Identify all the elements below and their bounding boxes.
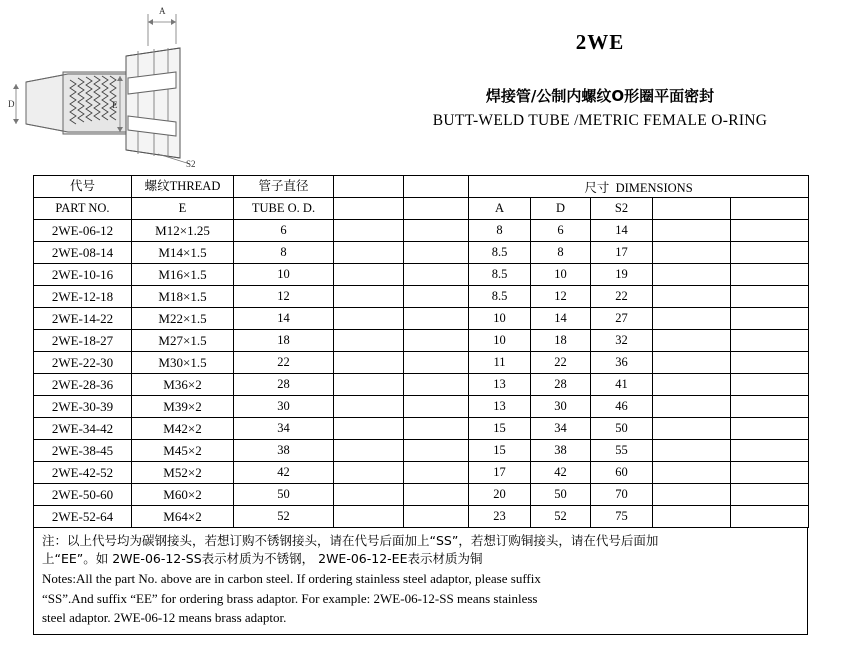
cell-tube-od: 28 (234, 374, 334, 396)
cell-dim-a: 17 (469, 462, 531, 484)
cell-blank (731, 352, 809, 374)
table-row (34, 506, 809, 528)
cell-part-no: 2WE-38-45 (34, 440, 132, 462)
header-part-en: PART NO. (34, 198, 132, 220)
cell-blank (334, 440, 404, 462)
notes-block (33, 528, 808, 635)
cell-blank (334, 352, 404, 374)
header-blank-6 (731, 198, 809, 220)
cell-dim-a: 10 (469, 330, 531, 352)
cell-tube-od: 14 (234, 308, 334, 330)
cell-blank (404, 264, 469, 286)
cell-thread: M42×2 (132, 418, 234, 440)
cell-thread: M60×2 (132, 484, 234, 506)
cell-dim-d: 8 (531, 242, 591, 264)
cell-blank (334, 286, 404, 308)
header-blank-2 (404, 176, 469, 198)
table-header-row-1 (34, 176, 809, 198)
cell-blank (334, 242, 404, 264)
cell-dim-d: 34 (531, 418, 591, 440)
cell-thread: M18×1.5 (132, 286, 234, 308)
cell-blank (653, 220, 731, 242)
cell-blank (404, 440, 469, 462)
header-blank-3 (334, 198, 404, 220)
cell-blank (653, 462, 731, 484)
cell-tube-od: 38 (234, 440, 334, 462)
header-blank-1 (334, 176, 404, 198)
cell-blank (653, 484, 731, 506)
table-row (34, 286, 809, 308)
cell-blank (334, 374, 404, 396)
cell-blank (653, 286, 731, 308)
table-row (34, 374, 809, 396)
cell-blank (731, 220, 809, 242)
cell-part-no: 2WE-52-64 (34, 506, 132, 528)
cell-blank (334, 484, 404, 506)
header-blank-5 (653, 198, 731, 220)
cell-dim-a: 11 (469, 352, 531, 374)
cell-blank (731, 462, 809, 484)
cell-dim-d: 50 (531, 484, 591, 506)
cell-thread: M64×2 (132, 506, 234, 528)
cell-dim-a: 8.5 (469, 242, 531, 264)
cell-part-no: 2WE-06-12 (34, 220, 132, 242)
cell-dim-d: 12 (531, 286, 591, 308)
cell-tube-od: 12 (234, 286, 334, 308)
note-english-line-3: steel adaptor. 2WE-06-12 means brass adaptor. (42, 610, 287, 626)
cell-dim-a: 23 (469, 506, 531, 528)
cell-blank (653, 352, 731, 374)
cell-dim-s2: 36 (591, 352, 653, 374)
cell-thread: M45×2 (132, 440, 234, 462)
cell-blank (731, 330, 809, 352)
cell-blank (334, 308, 404, 330)
cell-thread: M14×1.5 (132, 242, 234, 264)
cell-dim-s2: 19 (591, 264, 653, 286)
drawing-label-s2: S2 (186, 159, 196, 169)
cell-dim-s2: 17 (591, 242, 653, 264)
cell-dim-s2: 14 (591, 220, 653, 242)
table-row (34, 220, 809, 242)
cell-blank (731, 440, 809, 462)
cell-thread: M30×1.5 (132, 352, 234, 374)
cell-tube-od: 8 (234, 242, 334, 264)
note-chinese-line-1: 注：以上代号均为碳钢接头，若想订购不锈钢接头，请在代号后面加上“SS”，若想订购铜接头，请在代号后面加 (42, 533, 659, 548)
title-english: BUTT-WELD TUBE /METRIC FEMALE O-RING (432, 112, 768, 129)
cell-blank (731, 484, 809, 506)
title-block (380, 30, 820, 130)
cell-dim-s2: 70 (591, 484, 653, 506)
cell-dim-d: 14 (531, 308, 591, 330)
table-row (34, 462, 809, 484)
cell-dim-s2: 27 (591, 308, 653, 330)
page-title: 2WE (575, 30, 625, 54)
cell-blank (404, 506, 469, 528)
header-thread-symbol: E (132, 198, 234, 220)
header-dim-d: D (531, 198, 591, 220)
table-row (34, 396, 809, 418)
header-dim-s2: S2 (591, 198, 653, 220)
cell-blank (653, 506, 731, 528)
cell-thread: M36×2 (132, 374, 234, 396)
cell-dim-d: 42 (531, 462, 591, 484)
cell-dim-a: 13 (469, 374, 531, 396)
cell-blank (404, 220, 469, 242)
cell-dim-a: 8.5 (469, 286, 531, 308)
cell-blank (334, 462, 404, 484)
cell-blank (334, 396, 404, 418)
cell-thread: M12×1.25 (132, 220, 234, 242)
cell-blank (404, 330, 469, 352)
cell-blank (731, 396, 809, 418)
specification-table (33, 175, 809, 528)
table-row (34, 418, 809, 440)
header (0, 0, 841, 175)
cell-blank (653, 418, 731, 440)
cell-dim-s2: 32 (591, 330, 653, 352)
table-row (34, 352, 809, 374)
cell-blank (653, 396, 731, 418)
cell-dim-d: 10 (531, 264, 591, 286)
cell-blank (404, 418, 469, 440)
title-chinese: 焊接管/公制内螺纹O形圈平面密封 (485, 87, 715, 105)
cell-dim-s2: 60 (591, 462, 653, 484)
cell-thread: M16×1.5 (132, 264, 234, 286)
cell-dim-a: 20 (469, 484, 531, 506)
cell-blank (404, 286, 469, 308)
table-row (34, 264, 809, 286)
cell-part-no: 2WE-14-22 (34, 308, 132, 330)
cell-dim-s2: 22 (591, 286, 653, 308)
cell-blank (334, 264, 404, 286)
cell-dim-s2: 55 (591, 440, 653, 462)
cell-blank (731, 264, 809, 286)
cell-blank (334, 506, 404, 528)
cell-blank (731, 308, 809, 330)
cell-thread: M52×2 (132, 462, 234, 484)
header-thread: 螺纹THREAD (132, 176, 234, 198)
cell-blank (653, 264, 731, 286)
cell-blank (404, 396, 469, 418)
cell-part-no: 2WE-10-16 (34, 264, 132, 286)
header-tube-cn: 管子直径 (234, 176, 334, 198)
cell-blank (653, 330, 731, 352)
header-dim-a: A (469, 198, 531, 220)
cell-dim-s2: 46 (591, 396, 653, 418)
cell-part-no: 2WE-12-18 (34, 286, 132, 308)
cell-part-no: 2WE-22-30 (34, 352, 132, 374)
cell-part-no: 2WE-50-60 (34, 484, 132, 506)
cell-blank (731, 506, 809, 528)
cell-blank (404, 462, 469, 484)
cell-blank (731, 418, 809, 440)
cell-blank (404, 352, 469, 374)
cell-dim-d: 18 (531, 330, 591, 352)
cell-dim-a: 10 (469, 308, 531, 330)
cell-dim-a: 15 (469, 418, 531, 440)
table-row (34, 330, 809, 352)
cell-thread: M27×1.5 (132, 330, 234, 352)
cell-dim-s2: 41 (591, 374, 653, 396)
table-row (34, 484, 809, 506)
cell-blank (334, 220, 404, 242)
cell-blank (404, 374, 469, 396)
header-part-cn: 代号 (34, 176, 132, 198)
cell-dim-a: 8.5 (469, 264, 531, 286)
cell-tube-od: 34 (234, 418, 334, 440)
cell-blank (731, 242, 809, 264)
note-english-line-1: Notes:All the part No. above are in carbon steel. If ordering stainless steel adaptor, please suffix (42, 571, 541, 587)
cell-tube-od: 52 (234, 506, 334, 528)
cell-thread: M22×1.5 (132, 308, 234, 330)
cell-blank (404, 242, 469, 264)
cell-blank (653, 242, 731, 264)
cell-part-no: 2WE-30-39 (34, 396, 132, 418)
cell-blank (653, 440, 731, 462)
cell-dim-d: 6 (531, 220, 591, 242)
cell-part-no: 2WE-34-42 (34, 418, 132, 440)
cell-part-no: 2WE-08-14 (34, 242, 132, 264)
header-dimensions: 尺寸 DIMENSIONS (469, 176, 809, 198)
cell-blank (404, 484, 469, 506)
cell-tube-od: 6 (234, 220, 334, 242)
note-chinese-line-2: 上“EE”。如 2WE-06-12-SS表示材质为不锈钢， 2WE-06-12-EE表示材质为铜 (42, 551, 483, 567)
header-blank-4 (404, 198, 469, 220)
cell-part-no: 2WE-42-52 (34, 462, 132, 484)
cell-blank (404, 308, 469, 330)
cell-blank (334, 418, 404, 440)
table-header-row-2 (34, 198, 809, 220)
drawing-label-a: A (159, 6, 166, 16)
table-row (34, 308, 809, 330)
drawing-label-e: E (112, 100, 118, 110)
cell-part-no: 2WE-18-27 (34, 330, 132, 352)
cell-tube-od: 50 (234, 484, 334, 506)
cell-tube-od: 42 (234, 462, 334, 484)
table-row (34, 440, 809, 462)
cell-blank (731, 374, 809, 396)
cell-dim-s2: 50 (591, 418, 653, 440)
cell-thread: M39×2 (132, 396, 234, 418)
cell-dim-d: 30 (531, 396, 591, 418)
table-row (34, 242, 809, 264)
fitting-drawing (8, 4, 248, 174)
cell-dim-s2: 75 (591, 506, 653, 528)
cell-blank (731, 286, 809, 308)
note-english-line-2: “SS”.And suffix “EE” for ordering brass adaptor. For example: 2WE-06-12-SS means stainless (42, 590, 538, 606)
drawing-label-d: D (8, 99, 15, 109)
cell-blank (334, 330, 404, 352)
cell-dim-d: 22 (531, 352, 591, 374)
cell-dim-a: 13 (469, 396, 531, 418)
cell-tube-od: 10 (234, 264, 334, 286)
cell-tube-od: 18 (234, 330, 334, 352)
cell-dim-d: 38 (531, 440, 591, 462)
cell-tube-od: 22 (234, 352, 334, 374)
cell-tube-od: 30 (234, 396, 334, 418)
cell-blank (653, 374, 731, 396)
header-tube-en: TUBE O. D. (234, 198, 334, 220)
cell-dim-d: 52 (531, 506, 591, 528)
cell-blank (653, 308, 731, 330)
cell-part-no: 2WE-28-36 (34, 374, 132, 396)
cell-dim-a: 15 (469, 440, 531, 462)
cell-dim-a: 8 (469, 220, 531, 242)
cell-dim-d: 28 (531, 374, 591, 396)
